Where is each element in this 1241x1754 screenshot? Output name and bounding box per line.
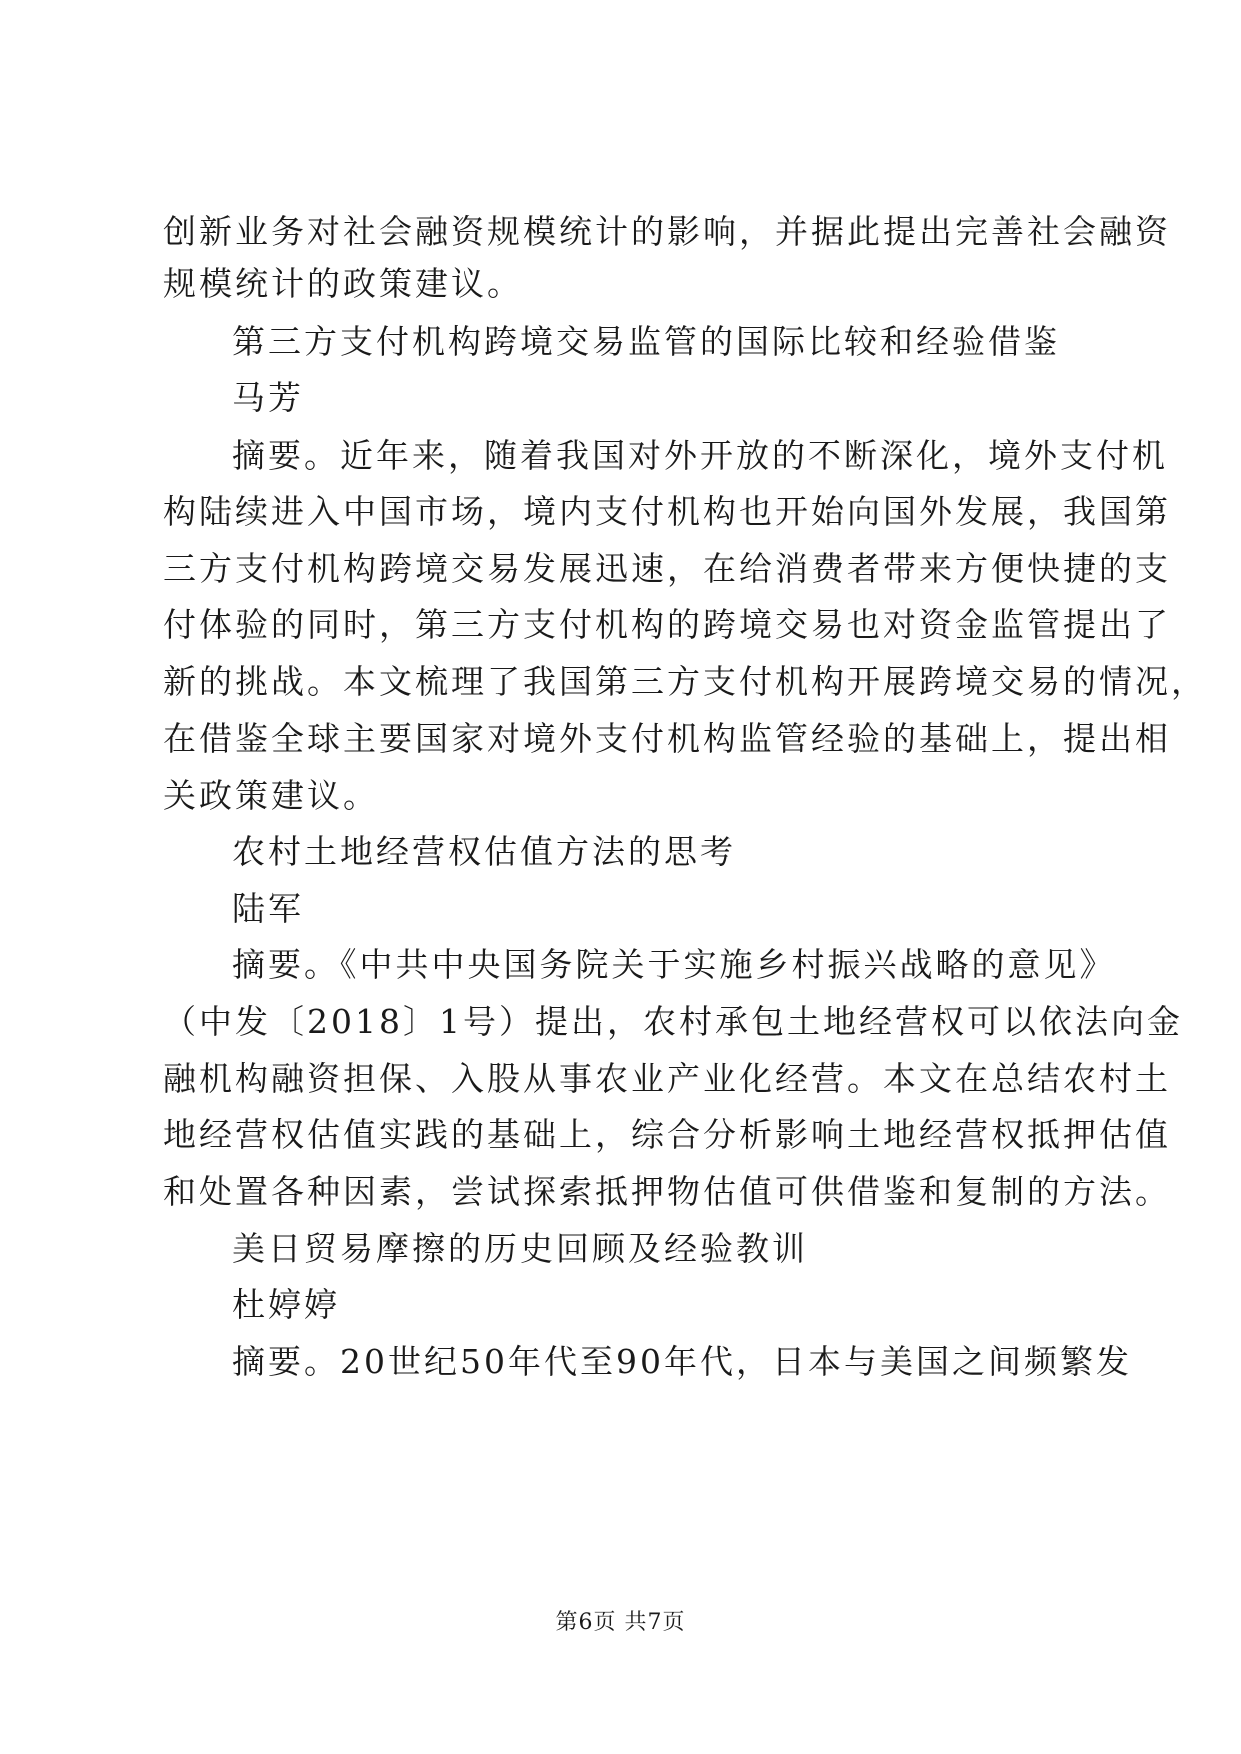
article-title: 农村土地经营权估值方法的思考 (232, 832, 736, 871)
abstract-text-line: 三方支付机构跨境交易发展迅速，在给消费者带来方便快捷的支 (163, 549, 1171, 588)
article-title: 美日贸易摩擦的历史回顾及经验教训 (232, 1229, 808, 1268)
abstract-text-line: 摘要。近年来，随着我国对外开放的不断深化，境外支付机 (232, 436, 1168, 475)
abstract-text-line: 关政策建议。 (163, 776, 379, 815)
abstract-text-line: 付体验的同时，第三方支付机构的跨境交易也对资金监管提出了 (163, 605, 1171, 644)
page-number-footer: 第6页 共7页 (555, 1610, 686, 1635)
body-text-line: 创新业务对社会融资规模统计的影响，并据此提出完善社会融资 (163, 212, 1171, 251)
abstract-text-line: （中发〔2018〕1号）提出，农村承包土地经营权可以依法向金 (163, 1002, 1183, 1041)
abstract-text-line: 新的挑战。本文梳理了我国第三方支付机构开展跨境交易的情况， (163, 662, 1207, 701)
article-author: 杜婷婷 (232, 1285, 340, 1324)
abstract-text-line: 构陆续进入中国市场，境内支付机构也开始向国外发展，我国第 (163, 492, 1171, 531)
abstract-text-line: 地经营权估值实践的基础上，综合分析影响土地经营权抵押估值 (163, 1115, 1171, 1154)
article-author: 马芳 (232, 378, 304, 417)
abstract-text-line: 融机构融资担保、入股从事农业产业化经营。本文在总结农村土 (163, 1059, 1171, 1098)
article-title: 第三方支付机构跨境交易监管的国际比较和经验借鉴 (232, 322, 1060, 361)
article-author: 陆军 (232, 889, 304, 928)
abstract-text-line: 摘要。《中共中央国务院关于实施乡村振兴战略的意见》 (232, 945, 1116, 984)
abstract-text-line: 和处置各种因素，尝试探索抵押物估值可供借鉴和复制的方法。 (163, 1172, 1171, 1211)
abstract-text-line: 摘要。20世纪50年代至90年代，日本与美国之间频繁发 (232, 1342, 1132, 1381)
abstract-text-line: 在借鉴全球主要国家对境外支付机构监管经验的基础上，提出相 (163, 719, 1171, 758)
body-text-line: 规模统计的政策建议。 (163, 264, 523, 303)
